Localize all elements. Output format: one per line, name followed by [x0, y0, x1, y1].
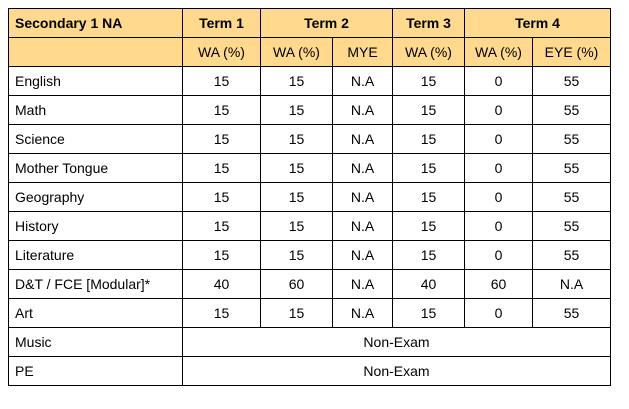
weight-cell: 15 [183, 96, 261, 125]
weight-cell: 60 [261, 270, 333, 299]
weight-cell: 15 [261, 212, 333, 241]
subject-name: Music [9, 328, 183, 357]
weight-cell: N.A [333, 299, 393, 328]
subject-name: History [9, 212, 183, 241]
subheader-row [9, 38, 611, 67]
weight-cell: 15 [393, 241, 465, 270]
weight-cell: 15 [261, 67, 333, 96]
weight-cell: 15 [393, 96, 465, 125]
weight-cell: 15 [183, 299, 261, 328]
weight-cell: 55 [533, 67, 611, 96]
subheader-term2-wa: WA (%) [261, 38, 333, 67]
weight-cell: 15 [261, 299, 333, 328]
subheader-term4-wa: WA (%) [465, 38, 533, 67]
table-row [9, 241, 611, 270]
subject-name: Mother Tongue [9, 154, 183, 183]
subheader-term2-mye: MYE [333, 38, 393, 67]
weight-cell: N.A [333, 96, 393, 125]
weight-cell: 0 [465, 212, 533, 241]
weight-cell: 55 [533, 241, 611, 270]
weight-cell: 0 [465, 96, 533, 125]
weight-cell: 15 [261, 241, 333, 270]
weight-cell: 55 [533, 125, 611, 154]
weight-cell: N.A [333, 125, 393, 154]
weight-cell: 55 [533, 299, 611, 328]
subheader-term1-wa: WA (%) [183, 38, 261, 67]
subject-name: Math [9, 96, 183, 125]
subject-name: Geography [9, 183, 183, 212]
weight-cell: 15 [183, 67, 261, 96]
table-row [9, 270, 611, 299]
subheader-term4-eye: EYE (%) [533, 38, 611, 67]
weight-cell: 55 [533, 96, 611, 125]
table-row [9, 183, 611, 212]
assessment-weightage-table [8, 8, 611, 386]
weight-cell: 15 [261, 125, 333, 154]
weight-cell: 40 [183, 270, 261, 299]
table-row [9, 125, 611, 154]
table-row [9, 328, 611, 357]
table-row [9, 357, 611, 386]
weight-cell: 15 [393, 183, 465, 212]
weight-cell: 15 [183, 183, 261, 212]
subheader-term3-wa: WA (%) [393, 38, 465, 67]
subject-name: English [9, 67, 183, 96]
subject-name: PE [9, 357, 183, 386]
weight-cell: 15 [183, 125, 261, 154]
weight-cell: 0 [465, 183, 533, 212]
term-1-header: Term 1 [183, 9, 261, 38]
table-title: Secondary 1 NA [9, 9, 183, 38]
weight-cell: 55 [533, 212, 611, 241]
weight-cell: N.A [333, 270, 393, 299]
term-header-row [9, 9, 611, 38]
subject-name: Science [9, 125, 183, 154]
weight-cell: 15 [393, 212, 465, 241]
weight-cell: N.A [333, 212, 393, 241]
weight-cell: 15 [393, 154, 465, 183]
non-exam-cell: Non-Exam [183, 357, 611, 386]
term-3-header: Term 3 [393, 9, 465, 38]
weight-cell: 15 [393, 299, 465, 328]
term-4-header: Term 4 [465, 9, 611, 38]
weight-cell: 15 [183, 154, 261, 183]
weight-cell: N.A [333, 183, 393, 212]
table-row [9, 154, 611, 183]
weight-cell: 15 [183, 212, 261, 241]
weight-cell: N.A [333, 154, 393, 183]
weight-cell: 0 [465, 299, 533, 328]
table-row [9, 67, 611, 96]
weight-cell: 60 [465, 270, 533, 299]
weight-cell: 55 [533, 154, 611, 183]
non-exam-cell: Non-Exam [183, 328, 611, 357]
weight-cell: 0 [465, 125, 533, 154]
weight-cell: 15 [183, 241, 261, 270]
term-2-header: Term 2 [261, 9, 393, 38]
table-row [9, 299, 611, 328]
weight-cell: 15 [261, 183, 333, 212]
weight-cell: 15 [261, 154, 333, 183]
weight-cell: N.A [333, 67, 393, 96]
weight-cell: 0 [465, 154, 533, 183]
weight-cell: 15 [393, 125, 465, 154]
weight-cell: 0 [465, 241, 533, 270]
table-row [9, 96, 611, 125]
table-row [9, 212, 611, 241]
subject-name: Art [9, 299, 183, 328]
weight-cell: 15 [261, 96, 333, 125]
weight-cell: N.A [533, 270, 611, 299]
weight-cell: 0 [465, 67, 533, 96]
subheader-blank [9, 38, 183, 67]
weight-cell: N.A [333, 241, 393, 270]
subject-name: Literature [9, 241, 183, 270]
weight-cell: 40 [393, 270, 465, 299]
subject-name: D&T / FCE [Modular]* [9, 270, 183, 299]
weight-cell: 15 [393, 67, 465, 96]
weight-cell: 55 [533, 183, 611, 212]
